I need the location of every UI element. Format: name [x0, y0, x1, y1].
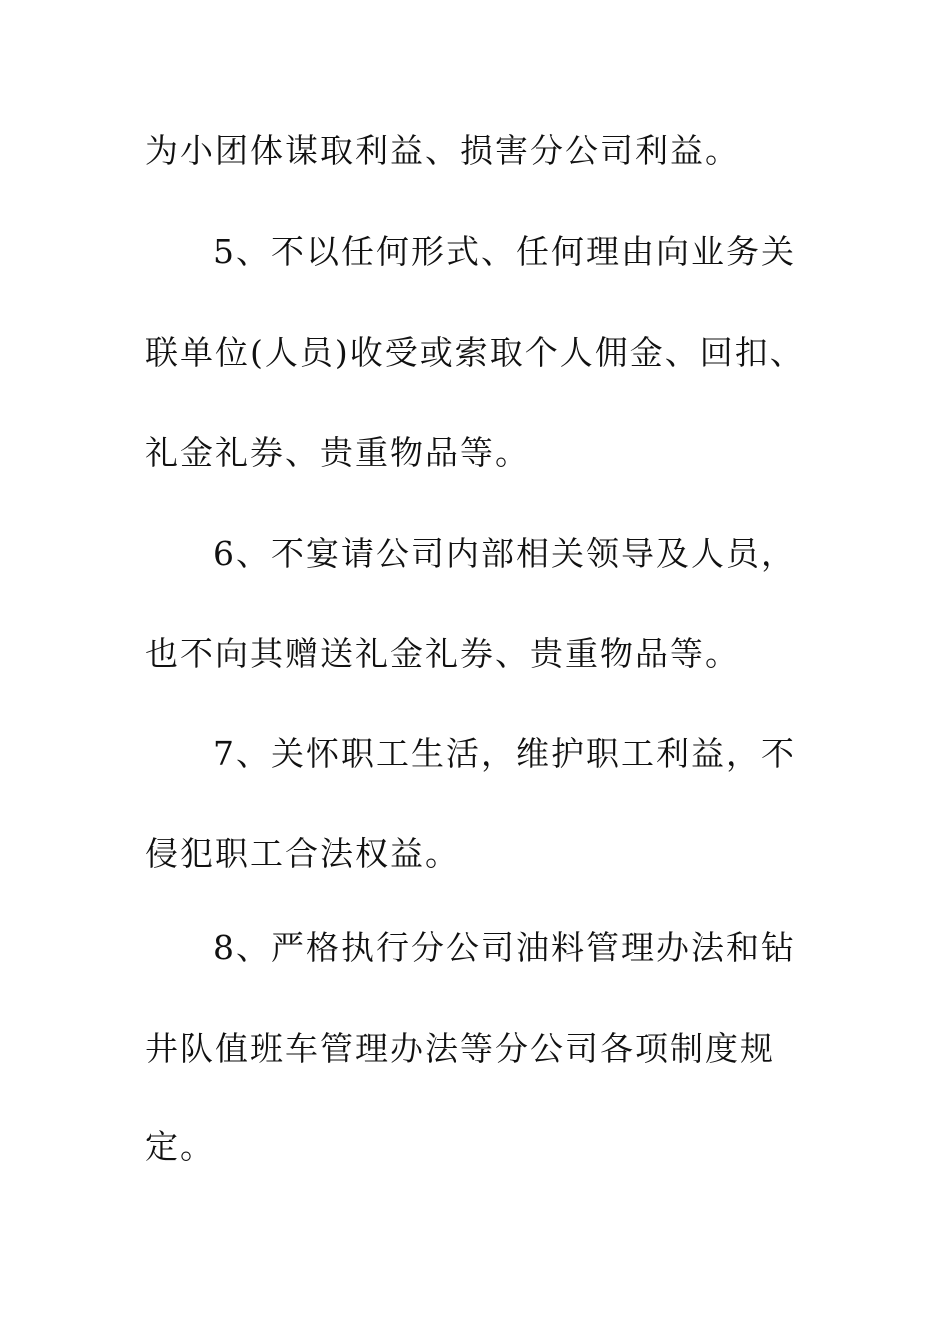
clause-5-line-1: 5、不以任何形式、任何理由向业务关 [213, 232, 796, 271]
paragraph-4-continuation-line: 为小团体谋取利益、损害分公司利益。 [145, 131, 740, 170]
clause-8-line-2: 井队值班车管理办法等分公司各项制度规 [145, 1029, 775, 1068]
clause-5-line-2: 联单位(人员)收受或索取个人佣金、回扣、 [145, 333, 805, 372]
clause-6-line-1: 6、不宴请公司内部相关领导及人员， [213, 534, 796, 573]
clause-8-line-3: 定。 [145, 1127, 215, 1166]
clause-7-line-2: 侵犯职工合法权益。 [145, 834, 460, 873]
clause-5-line-3: 礼金礼券、贵重物品等。 [145, 433, 530, 472]
clause-7-line-1: 7、关怀职工生活，维护职工利益，不 [213, 734, 796, 773]
clause-6-line-2: 也不向其赠送礼金礼券、贵重物品等。 [145, 634, 740, 673]
clause-8-line-1: 8、严格执行分公司油料管理办法和钻 [213, 928, 796, 967]
